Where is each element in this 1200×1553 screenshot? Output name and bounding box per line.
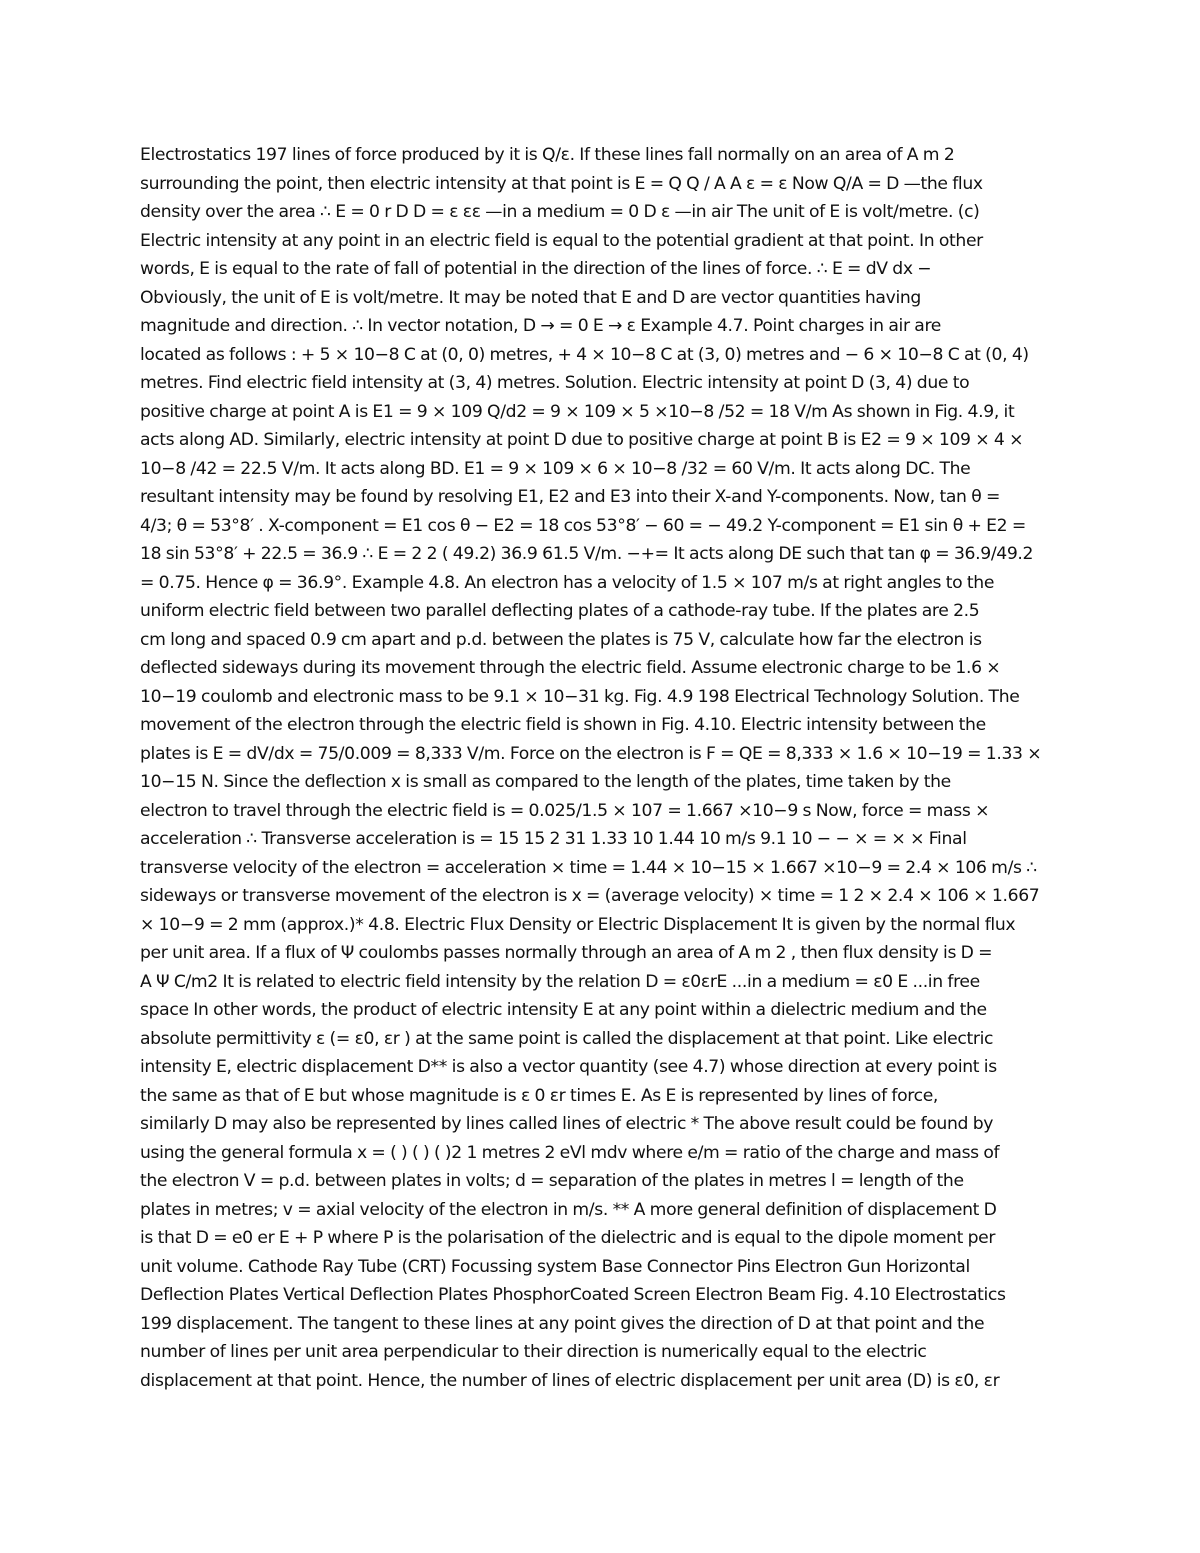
text-line: movement of the electron through the electric field is shown in Fig. 4.10. Electric intensity between the <box>140 715 986 735</box>
text-line: metres. Find electric field intensity at (3, 4) metres. Solution. Electric intensity at point D (3, 4) due to <box>140 373 970 393</box>
text-line: sideways or transverse movement of the electron is x = (average velocity) × time = 1 2 × 2.4 × 106 × 1.667 <box>140 886 1040 906</box>
text-line: unit volume. Cathode Ray Tube (CRT) Focussing system Base Connector Pins Electron Gun Horizontal <box>140 1256 970 1277</box>
text-line: density over the area ∴ E = 0 r D D = ε εε —in a medium = 0 D ε —in air The unit of E is volt/metre. (c) <box>140 202 980 222</box>
text-line: Deflection Plates Vertical Deflection Plates PhosphorCoated Screen Electron Beam Fig. 4.10 Electrostatics <box>140 1285 1006 1305</box>
text-line: plates in metres; v = axial velocity of the electron in m/s. ** A more general definition of displacement D <box>140 1199 997 1220</box>
body-text <box>140 141 1065 1395</box>
text-line: Electrostatics 197 lines of force produced by it is Q/ε. If these lines fall normally on an area of A m 2 <box>140 145 955 165</box>
text-line: A Ψ C/m2 It is related to electric field intensity by the relation D = ε0εrE ...in a medium = ε0 E ...in free <box>140 971 980 992</box>
text-line: acceleration ∴ Transverse acceleration is = 15 15 2 31 1.33 10 1.44 10 m/s 9.1 10 − − × = × × Final <box>140 829 967 849</box>
text-line: 18 sin 53°8′ + 22.5 = 36.9 ∴ E = 2 2 ( 49.2) 36.9 61.5 V/m. −+= It acts along DE such that tan φ = 36.9/49.2 <box>140 544 1034 564</box>
text-line: × 10−9 = 2 mm (approx.)* 4.8. Electric Flux Density or Electric Displacement It is given by the normal flux <box>140 914 1016 935</box>
text-line: 199 displacement. The tangent to these lines at any point gives the direction of D at that point and the <box>140 1313 985 1334</box>
text-line: space In other words, the product of electric intensity E at any point within a dielectric medium and the <box>140 1000 987 1020</box>
text-line: positive charge at point A is E1 = 9 × 109 Q/d2 = 9 × 109 × 5 ×10−8 /52 = 18 V/m As shown in Fig. 4.9, it <box>140 401 1015 422</box>
text-line: similarly D may also be represented by lines called lines of electric * The above result could be found by <box>140 1114 994 1134</box>
text-line: using the general formula x = ( ) ( ) ( )2 1 metres 2 eVl mdv where e/m = ratio of the charge and mass of <box>140 1142 1000 1163</box>
text-line: per unit area. If a flux of Ψ coulombs passes normally through an area of A m 2 , then flux density is D = <box>140 943 993 963</box>
text-line: intensity E, electric displacement D** is also a vector quantity (see 4.7) whose direction at every point is <box>140 1057 997 1077</box>
text-line: words, E is equal to the rate of fall of potential in the direction of the lines of force. ∴ E = dV dx − <box>140 259 932 279</box>
text-line: 10−15 N. Since the deflection x is small as compared to the length of the plates, time taken by the <box>140 772 951 792</box>
text-line: the electron V = p.d. between plates in volts; d = separation of the plates in metres l = length of the <box>140 1171 964 1191</box>
text-line: 10−19 coulomb and electronic mass to be 9.1 × 10−31 kg. Fig. 4.9 198 Electrical Technology Solution. The <box>140 686 1020 707</box>
text-line: deflected sideways during its movement through the electric field. Assume electronic charge to be 1.6 × <box>140 658 1001 678</box>
text-line: 4/3; θ = 53°8′ . X-component = E1 cos θ − E2 = 18 cos 53°8′ − 60 = − 49.2 Y-component = E1 sin θ + E2 = <box>140 515 1026 536</box>
text-line: Obviously, the unit of E is volt/metre. It may be noted that E and D are vector quantities having <box>140 287 921 308</box>
text-line: cm long and spaced 0.9 cm apart and p.d. between the plates is 75 V, calculate how far the electron is <box>140 629 982 650</box>
text-line: plates is E = dV/dx = 75/0.009 = 8,333 V/m. Force on the electron is F = QE = 8,333 × 1.6 × 10−19 = 1.33 × <box>140 743 1042 764</box>
text-line: electron to travel through the electric field is = 0.025/1.5 × 107 = 1.667 ×10−9 s Now, force = mass × <box>140 800 990 821</box>
text-line: magnitude and direction. ∴ In vector notation, D → = 0 E → ε Example 4.7. Point charges in air are <box>140 316 942 336</box>
text-line: = 0.75. Hence φ = 36.9°. Example 4.8. An electron has a velocity of 1.5 × 107 m/s at right angles to the <box>140 572 995 593</box>
text-line: the same as that of E but whose magnitude is ε 0 εr times E. As E is represented by lines of force, <box>140 1085 939 1106</box>
text-line: is that D = e0 er E + P where P is the polarisation of the dielectric and is equal to the dipole moment per <box>140 1228 996 1248</box>
text-line: displacement at that point. Hence, the number of lines of electric displacement per unit area (D) is ε0, εr <box>140 1370 1000 1391</box>
text-line: number of lines per unit area perpendicular to their direction is numerically equal to the electric <box>140 1342 927 1362</box>
text-line: uniform electric field between two parallel deflecting plates of a cathode-ray tube. If the plates are 2.5 <box>140 601 980 621</box>
text-line: Electric intensity at any point in an electric field is equal to the potential gradient at that point. In other <box>140 230 983 251</box>
text-line: surrounding the point, then electric intensity at that point is E = Q Q / A A ε = ε Now Q/A = D —the flux <box>140 173 983 194</box>
text-line: 10−8 /42 = 22.5 V/m. It acts along BD. E1 = 9 × 109 × 6 × 10−8 /32 = 60 V/m. It acts along DC. The <box>140 458 971 479</box>
text-line: transverse velocity of the electron = acceleration × time = 1.44 × 10−15 × 1.667 ×10−9 = 2.4 × 106 m/s ∴ <box>140 857 1037 878</box>
text-line: located as follows : + 5 × 10−8 C at (0, 0) metres, + 4 × 10−8 C at (3, 0) metres and − 6 × 10−8 C at (0, 4) <box>140 344 1029 365</box>
text-line: absolute permittivity ε (= ε0, εr ) at the same point is called the displacement at that point. Like electric <box>140 1028 994 1049</box>
text-line: acts along AD. Similarly, electric intensity at point D due to positive charge at point B is E2 = 9 × 109 × 4 × <box>140 430 1024 450</box>
text-line: resultant intensity may be found by resolving E1, E2 and E3 into their X-and Y-components. Now, tan θ = <box>140 487 1001 507</box>
